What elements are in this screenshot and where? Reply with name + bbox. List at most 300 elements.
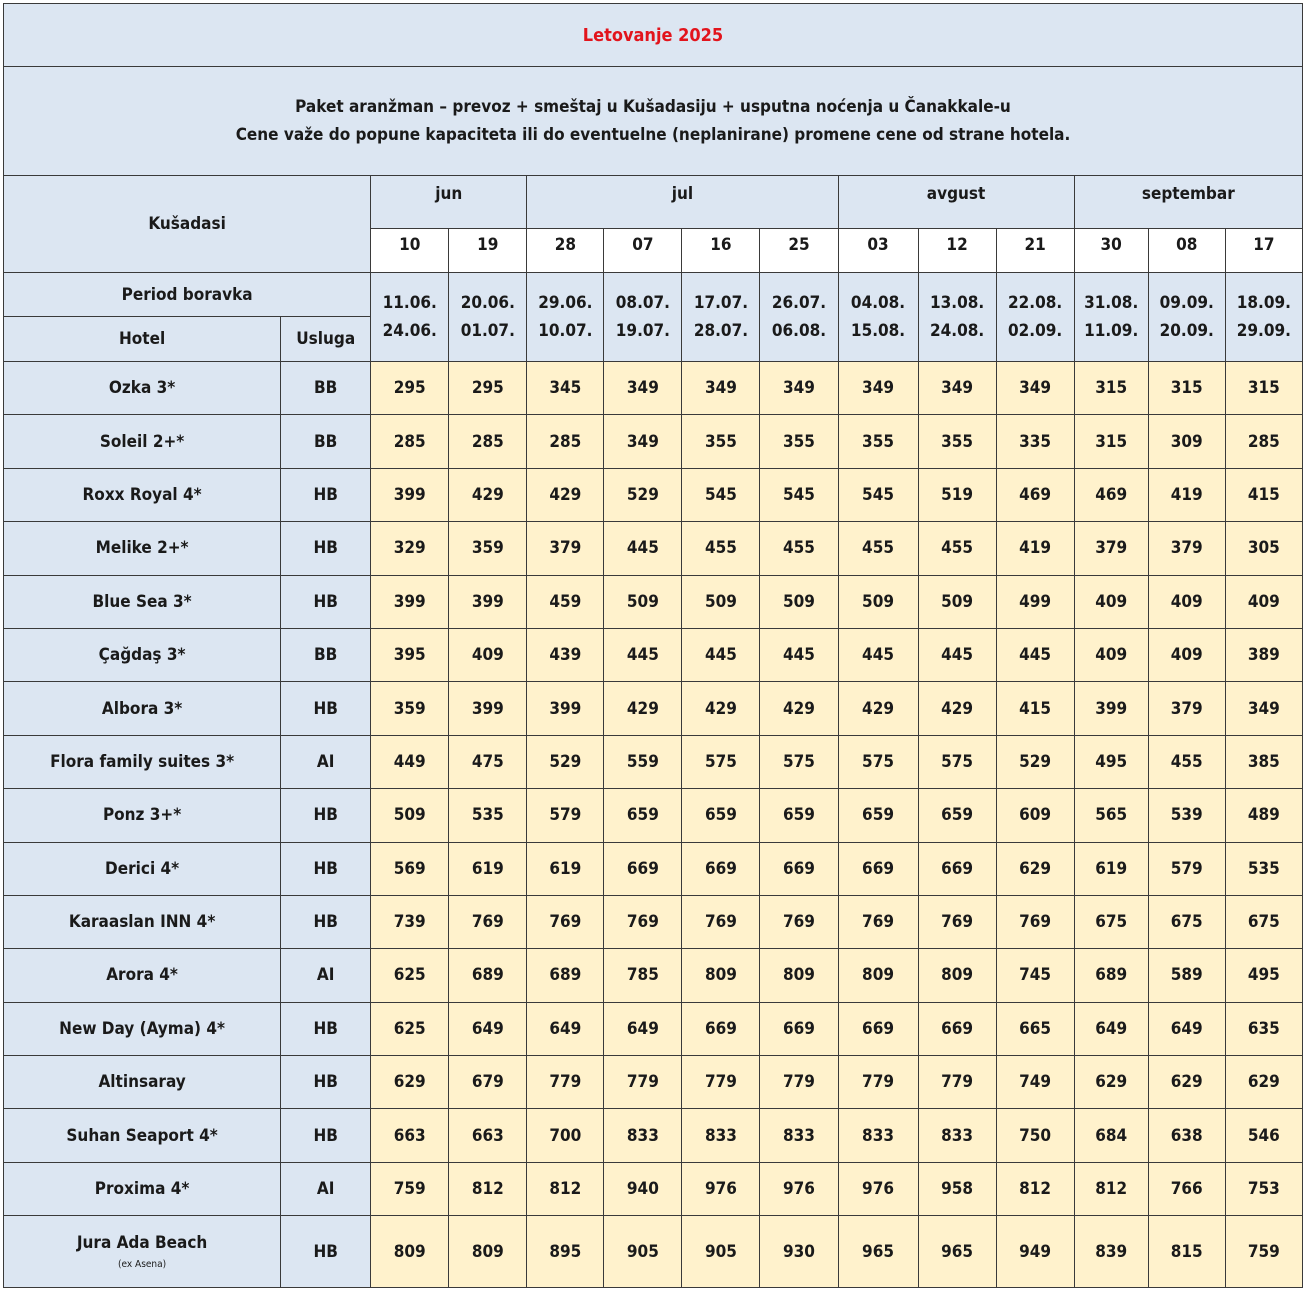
period-to: 11.09. bbox=[1084, 321, 1139, 341]
price-cell: 659 bbox=[682, 789, 760, 842]
price-cell: 569 bbox=[371, 842, 449, 895]
period-from: 13.08. bbox=[929, 293, 985, 313]
price-cell: 355 bbox=[918, 415, 996, 468]
service-cell: BB bbox=[281, 415, 371, 468]
hotel-name-cell bbox=[4, 415, 281, 468]
hotel-name: Çağdaş 3* bbox=[98, 645, 186, 666]
price-cell: 445 bbox=[604, 522, 682, 575]
price-cell: 459 bbox=[527, 575, 604, 628]
price-cell: 930 bbox=[760, 1216, 838, 1288]
period-to: 29.09. bbox=[1236, 321, 1291, 341]
departure-day: 21 bbox=[996, 229, 1074, 273]
price-cell: 399 bbox=[371, 468, 449, 521]
price-cell: 439 bbox=[527, 628, 604, 681]
price-cell: 669 bbox=[760, 1002, 838, 1055]
price-cell: 669 bbox=[760, 842, 838, 895]
price-cell: 349 bbox=[604, 415, 682, 468]
price-cell: 739 bbox=[371, 895, 449, 948]
price-cell: 779 bbox=[760, 1056, 838, 1109]
price-cell: 455 bbox=[682, 522, 760, 575]
price-cell: 619 bbox=[527, 842, 604, 895]
price-cell: 349 bbox=[838, 362, 918, 415]
price-cell: 629 bbox=[371, 1056, 449, 1109]
period-cell bbox=[1148, 273, 1225, 362]
period-label: Period boravka bbox=[4, 273, 371, 317]
price-cell: 779 bbox=[604, 1056, 682, 1109]
price-cell: 315 bbox=[1074, 362, 1148, 415]
table-row bbox=[4, 1109, 1303, 1162]
price-cell: 545 bbox=[760, 468, 838, 521]
price-cell: 669 bbox=[918, 1002, 996, 1055]
price-cell: 625 bbox=[371, 1002, 449, 1055]
period-to: 19.07. bbox=[615, 321, 670, 341]
hotel-name: Roxx Royal 4* bbox=[82, 484, 202, 505]
service-cell: HB bbox=[281, 789, 371, 842]
price-cell: 689 bbox=[527, 949, 604, 1002]
price-cell: 305 bbox=[1225, 522, 1302, 575]
price-cell: 589 bbox=[1148, 949, 1225, 1002]
period-to: 15.08. bbox=[850, 321, 906, 341]
departure-day: 08 bbox=[1148, 229, 1225, 273]
price-cell: 665 bbox=[996, 1002, 1074, 1055]
table-row bbox=[4, 415, 1303, 468]
price-cell: 355 bbox=[760, 415, 838, 468]
price-cell: 659 bbox=[760, 789, 838, 842]
price-cell: 349 bbox=[682, 362, 760, 415]
price-cell: 389 bbox=[1225, 628, 1302, 681]
table-row bbox=[4, 522, 1303, 575]
hotel-name: Ponz 3+* bbox=[102, 805, 182, 826]
departure-day: 30 bbox=[1074, 229, 1148, 273]
price-cell: 619 bbox=[1074, 842, 1148, 895]
hotel-name: Albora 3* bbox=[101, 698, 183, 719]
period-to: 20.09. bbox=[1159, 321, 1214, 341]
hotel-name: Derici 4* bbox=[105, 858, 180, 879]
departure-day: 03 bbox=[838, 229, 918, 273]
table-row bbox=[4, 949, 1303, 1002]
period-from: 18.09. bbox=[1236, 293, 1291, 313]
hotel-name-cell bbox=[4, 1162, 281, 1215]
period-from: 26.07. bbox=[771, 293, 827, 313]
price-cell: 663 bbox=[371, 1109, 449, 1162]
price-cell: 445 bbox=[918, 628, 996, 681]
price-cell: 385 bbox=[1225, 735, 1302, 788]
price-cell: 545 bbox=[838, 468, 918, 521]
price-cell: 629 bbox=[1148, 1056, 1225, 1109]
price-cell: 976 bbox=[682, 1162, 760, 1215]
hotel-name-cell bbox=[4, 735, 281, 788]
price-cell: 669 bbox=[682, 1002, 760, 1055]
period-from: 22.08. bbox=[1008, 293, 1063, 313]
subtitle-line-1: Paket aranžman – prevoz + smeštaj u Kušadasiju + usputna noćenja u Čanakkale-u bbox=[295, 97, 1011, 117]
table-row bbox=[4, 1216, 1303, 1288]
price-cell: 499 bbox=[996, 575, 1074, 628]
price-cell: 629 bbox=[996, 842, 1074, 895]
period-to: 02.09. bbox=[1008, 321, 1063, 341]
price-cell: 546 bbox=[1225, 1109, 1302, 1162]
price-cell: 635 bbox=[1225, 1002, 1302, 1055]
price-cell: 905 bbox=[604, 1216, 682, 1288]
price-cell: 619 bbox=[449, 842, 527, 895]
period-from: 08.07. bbox=[615, 293, 670, 313]
price-cell: 958 bbox=[918, 1162, 996, 1215]
price-cell: 475 bbox=[449, 735, 527, 788]
price-cell: 812 bbox=[527, 1162, 604, 1215]
price-cell: 409 bbox=[1148, 628, 1225, 681]
price-cell: 575 bbox=[682, 735, 760, 788]
price-cell: 575 bbox=[918, 735, 996, 788]
hotel-name: Proxima 4* bbox=[94, 1179, 190, 1200]
hotel-name-cell bbox=[4, 842, 281, 895]
price-cell: 669 bbox=[838, 1002, 918, 1055]
price-cell: 509 bbox=[838, 575, 918, 628]
hotel-name: Jura Ada Beach bbox=[76, 1233, 208, 1254]
price-cell: 309 bbox=[1148, 415, 1225, 468]
hotel-name-cell bbox=[4, 628, 281, 681]
price-cell: 445 bbox=[996, 628, 1074, 681]
period-cell bbox=[1074, 273, 1148, 362]
table-row bbox=[4, 1002, 1303, 1055]
departure-day: 25 bbox=[760, 229, 838, 273]
price-cell: 379 bbox=[1148, 522, 1225, 575]
price-cell: 449 bbox=[371, 735, 449, 788]
price-cell: 675 bbox=[1225, 895, 1302, 948]
price-cell: 445 bbox=[838, 628, 918, 681]
price-cell: 779 bbox=[682, 1056, 760, 1109]
price-cell: 629 bbox=[1074, 1056, 1148, 1109]
price-cell: 833 bbox=[682, 1109, 760, 1162]
price-cell: 679 bbox=[449, 1056, 527, 1109]
service-cell: HB bbox=[281, 522, 371, 575]
price-cell: 345 bbox=[527, 362, 604, 415]
price-cell: 285 bbox=[1225, 415, 1302, 468]
price-cell: 359 bbox=[371, 682, 449, 735]
hotel-name: Ozka 3* bbox=[108, 378, 176, 399]
period-to: 10.07. bbox=[538, 321, 593, 341]
destination-header: Kušadasi bbox=[4, 176, 371, 273]
period-to: 24.08. bbox=[929, 321, 985, 341]
price-cell: 355 bbox=[682, 415, 760, 468]
price-cell: 895 bbox=[527, 1216, 604, 1288]
price-cell: 669 bbox=[604, 842, 682, 895]
price-cell: 329 bbox=[371, 522, 449, 575]
period-cell bbox=[604, 273, 682, 362]
price-cell: 575 bbox=[838, 735, 918, 788]
price-cell: 833 bbox=[918, 1109, 996, 1162]
price-cell: 409 bbox=[1074, 628, 1148, 681]
price-cell: 395 bbox=[371, 628, 449, 681]
hotel-name: Blue Sea 3* bbox=[92, 591, 192, 612]
period-from: 31.08. bbox=[1084, 293, 1139, 313]
price-cell: 749 bbox=[996, 1056, 1074, 1109]
service-cell: BB bbox=[281, 362, 371, 415]
price-cell: 812 bbox=[1074, 1162, 1148, 1215]
price-cell: 455 bbox=[760, 522, 838, 575]
month-header: jul bbox=[527, 176, 838, 229]
price-cell: 759 bbox=[371, 1162, 449, 1215]
price-cell: 429 bbox=[682, 682, 760, 735]
price-cell: 489 bbox=[1225, 789, 1302, 842]
price-cell: 625 bbox=[371, 949, 449, 1002]
hotel-name: Melike 2+* bbox=[95, 538, 189, 559]
page-title: Letovanje 2025 bbox=[582, 24, 724, 46]
price-cell: 779 bbox=[838, 1056, 918, 1109]
price-cell: 663 bbox=[449, 1109, 527, 1162]
service-cell: AI bbox=[281, 1162, 371, 1215]
price-cell: 399 bbox=[371, 575, 449, 628]
price-cell: 545 bbox=[682, 468, 760, 521]
price-cell: 769 bbox=[760, 895, 838, 948]
price-cell: 839 bbox=[1074, 1216, 1148, 1288]
period-from: 17.07. bbox=[693, 293, 749, 313]
price-cell: 976 bbox=[838, 1162, 918, 1215]
price-cell: 285 bbox=[527, 415, 604, 468]
price-cell: 399 bbox=[1074, 682, 1148, 735]
price-cell: 669 bbox=[838, 842, 918, 895]
price-cell: 649 bbox=[449, 1002, 527, 1055]
price-cell: 445 bbox=[682, 628, 760, 681]
price-cell: 779 bbox=[527, 1056, 604, 1109]
price-cell: 455 bbox=[1148, 735, 1225, 788]
period-from: 29.06. bbox=[538, 293, 593, 313]
table-row bbox=[4, 1162, 1303, 1215]
price-cell: 399 bbox=[449, 575, 527, 628]
price-cell: 495 bbox=[1225, 949, 1302, 1002]
hotel-name: New Day (Ayma) 4* bbox=[59, 1018, 225, 1039]
period-cell bbox=[760, 273, 838, 362]
price-cell: 759 bbox=[1225, 1216, 1302, 1288]
price-cell: 415 bbox=[1225, 468, 1302, 521]
table-row bbox=[4, 468, 1303, 521]
departure-day: 17 bbox=[1225, 229, 1302, 273]
price-cell: 495 bbox=[1074, 735, 1148, 788]
hotel-name-cell bbox=[4, 522, 281, 575]
period-cell bbox=[838, 273, 918, 362]
price-cell: 409 bbox=[1148, 575, 1225, 628]
price-cell: 976 bbox=[760, 1162, 838, 1215]
price-cell: 535 bbox=[1225, 842, 1302, 895]
price-cell: 559 bbox=[604, 735, 682, 788]
table-row bbox=[4, 628, 1303, 681]
table-row bbox=[4, 682, 1303, 735]
price-cell: 509 bbox=[682, 575, 760, 628]
service-cell: HB bbox=[281, 842, 371, 895]
price-cell: 659 bbox=[838, 789, 918, 842]
price-cell: 905 bbox=[682, 1216, 760, 1288]
departure-day: 28 bbox=[527, 229, 604, 273]
price-cell: 753 bbox=[1225, 1162, 1302, 1215]
price-table-container bbox=[3, 3, 1303, 1288]
price-cell: 315 bbox=[1148, 362, 1225, 415]
subtitle-cell bbox=[4, 67, 1303, 176]
hotel-name-cell bbox=[4, 1109, 281, 1162]
price-cell: 575 bbox=[760, 735, 838, 788]
price-cell: 409 bbox=[449, 628, 527, 681]
month-header: jun bbox=[371, 176, 527, 229]
price-cell: 445 bbox=[760, 628, 838, 681]
price-cell: 812 bbox=[996, 1162, 1074, 1215]
period-to: 24.06. bbox=[382, 321, 437, 341]
price-cell: 349 bbox=[604, 362, 682, 415]
price-cell: 415 bbox=[996, 682, 1074, 735]
price-cell: 833 bbox=[838, 1109, 918, 1162]
service-cell: HB bbox=[281, 895, 371, 948]
price-cell: 940 bbox=[604, 1162, 682, 1215]
price-table bbox=[3, 3, 1303, 1288]
period-from: 04.08. bbox=[850, 293, 906, 313]
price-cell: 285 bbox=[449, 415, 527, 468]
table-row bbox=[4, 362, 1303, 415]
hotel-note: (ex Asena) bbox=[118, 1259, 167, 1271]
price-cell: 295 bbox=[449, 362, 527, 415]
service-cell: HB bbox=[281, 1109, 371, 1162]
price-cell: 419 bbox=[996, 522, 1074, 575]
price-cell: 315 bbox=[1074, 415, 1148, 468]
price-cell: 809 bbox=[918, 949, 996, 1002]
price-cell: 769 bbox=[449, 895, 527, 948]
departure-day: 07 bbox=[604, 229, 682, 273]
hotel-column-header: Hotel bbox=[4, 317, 281, 362]
price-cell: 445 bbox=[604, 628, 682, 681]
price-cell: 579 bbox=[527, 789, 604, 842]
service-cell: HB bbox=[281, 1056, 371, 1109]
price-cell: 429 bbox=[527, 468, 604, 521]
price-cell: 769 bbox=[996, 895, 1074, 948]
price-cell: 949 bbox=[996, 1216, 1074, 1288]
hotel-name-cell bbox=[4, 789, 281, 842]
table-row bbox=[4, 842, 1303, 895]
price-cell: 638 bbox=[1148, 1109, 1225, 1162]
price-cell: 833 bbox=[604, 1109, 682, 1162]
price-cell: 379 bbox=[527, 522, 604, 575]
price-cell: 349 bbox=[1225, 682, 1302, 735]
price-cell: 529 bbox=[996, 735, 1074, 788]
hotel-name: Suhan Seaport 4* bbox=[66, 1125, 218, 1146]
service-cell: HB bbox=[281, 1002, 371, 1055]
period-cell bbox=[527, 273, 604, 362]
period-from: 09.09. bbox=[1159, 293, 1214, 313]
departure-day: 10 bbox=[371, 229, 449, 273]
period-from: 20.06. bbox=[460, 293, 515, 313]
period-from: 11.06. bbox=[382, 293, 437, 313]
price-cell: 675 bbox=[1074, 895, 1148, 948]
price-cell: 659 bbox=[918, 789, 996, 842]
price-cell: 965 bbox=[838, 1216, 918, 1288]
period-to: 06.08. bbox=[771, 321, 827, 341]
price-cell: 519 bbox=[918, 468, 996, 521]
price-cell: 769 bbox=[682, 895, 760, 948]
price-cell: 349 bbox=[760, 362, 838, 415]
hotel-name-cell bbox=[4, 362, 281, 415]
departure-day: 16 bbox=[682, 229, 760, 273]
table-row bbox=[4, 1056, 1303, 1109]
hotel-name: Altinsaray bbox=[98, 1072, 186, 1093]
departure-day: 12 bbox=[918, 229, 996, 273]
price-cell: 629 bbox=[1225, 1056, 1302, 1109]
price-cell: 355 bbox=[838, 415, 918, 468]
price-cell: 649 bbox=[527, 1002, 604, 1055]
price-cell: 539 bbox=[1148, 789, 1225, 842]
hotel-name: Flora family suites 3* bbox=[50, 751, 235, 772]
month-header: septembar bbox=[1074, 176, 1302, 229]
price-cell: 809 bbox=[682, 949, 760, 1002]
service-column-header: Usluga bbox=[281, 317, 371, 362]
price-cell: 675 bbox=[1148, 895, 1225, 948]
price-cell: 399 bbox=[527, 682, 604, 735]
price-cell: 469 bbox=[1074, 468, 1148, 521]
price-cell: 769 bbox=[604, 895, 682, 948]
price-cell: 535 bbox=[449, 789, 527, 842]
period-to: 28.07. bbox=[693, 321, 749, 341]
price-cell: 529 bbox=[527, 735, 604, 788]
table-row bbox=[4, 735, 1303, 788]
price-cell: 769 bbox=[838, 895, 918, 948]
hotel-name-cell bbox=[4, 575, 281, 628]
hotel-name-cell bbox=[4, 1056, 281, 1109]
price-cell: 965 bbox=[918, 1216, 996, 1288]
price-cell: 659 bbox=[604, 789, 682, 842]
price-cell: 669 bbox=[682, 842, 760, 895]
price-cell: 379 bbox=[1074, 522, 1148, 575]
price-cell: 565 bbox=[1074, 789, 1148, 842]
price-cell: 409 bbox=[1074, 575, 1148, 628]
price-cell: 429 bbox=[918, 682, 996, 735]
price-cell: 509 bbox=[604, 575, 682, 628]
service-cell: HB bbox=[281, 1216, 371, 1288]
service-cell: BB bbox=[281, 628, 371, 681]
price-cell: 335 bbox=[996, 415, 1074, 468]
price-cell: 750 bbox=[996, 1109, 1074, 1162]
price-cell: 429 bbox=[838, 682, 918, 735]
period-cell bbox=[1225, 273, 1302, 362]
price-cell: 399 bbox=[449, 682, 527, 735]
price-cell: 833 bbox=[760, 1109, 838, 1162]
price-cell: 769 bbox=[918, 895, 996, 948]
table-row bbox=[4, 789, 1303, 842]
hotel-name: Arora 4* bbox=[106, 965, 178, 986]
period-cell bbox=[918, 273, 996, 362]
price-cell: 684 bbox=[1074, 1109, 1148, 1162]
price-cell: 529 bbox=[604, 468, 682, 521]
price-cell: 809 bbox=[838, 949, 918, 1002]
price-cell: 455 bbox=[838, 522, 918, 575]
period-to: 01.07. bbox=[460, 321, 515, 341]
period-cell bbox=[682, 273, 760, 362]
price-cell: 779 bbox=[918, 1056, 996, 1109]
service-cell: AI bbox=[281, 949, 371, 1002]
period-cell bbox=[449, 273, 527, 362]
hotel-name-cell bbox=[4, 468, 281, 521]
hotel-name-cell bbox=[4, 895, 281, 948]
price-cell: 689 bbox=[1074, 949, 1148, 1002]
table-row bbox=[4, 575, 1303, 628]
period-cell bbox=[996, 273, 1074, 362]
price-cell: 609 bbox=[996, 789, 1074, 842]
price-cell: 429 bbox=[449, 468, 527, 521]
price-cell: 809 bbox=[449, 1216, 527, 1288]
service-cell: AI bbox=[281, 735, 371, 788]
hotel-name: Karaaslan INN 4* bbox=[68, 912, 216, 933]
price-cell: 579 bbox=[1148, 842, 1225, 895]
price-cell: 315 bbox=[1225, 362, 1302, 415]
service-cell: HB bbox=[281, 682, 371, 735]
price-cell: 419 bbox=[1148, 468, 1225, 521]
price-cell: 766 bbox=[1148, 1162, 1225, 1215]
price-cell: 349 bbox=[918, 362, 996, 415]
service-cell: HB bbox=[281, 575, 371, 628]
price-cell: 809 bbox=[371, 1216, 449, 1288]
price-cell: 295 bbox=[371, 362, 449, 415]
